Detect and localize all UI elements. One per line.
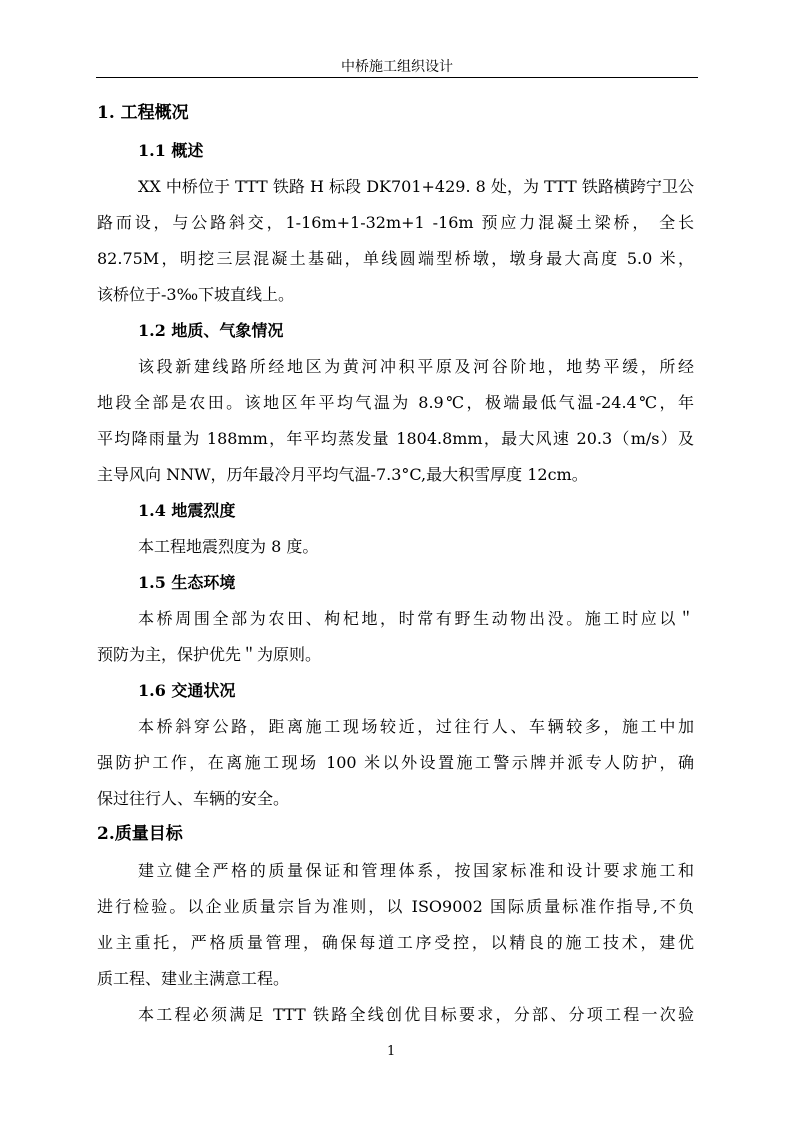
paragraph-line: 主导风向 NNW，历年最冷月平均气温-7.3°C,最大积雪厚度 12cm。 bbox=[97, 465, 588, 484]
paragraph-line: 本工程必须满足 TTT 铁路全线创优目标要求，分部、分项工程一次验 bbox=[138, 1005, 694, 1024]
paragraph-line: 业主重托，严格质量管理，确保每道工序受控，以精良的施工技术，建优 bbox=[97, 933, 694, 952]
section-1-4-heading: 1.4 地震烈度 bbox=[138, 501, 236, 520]
section-1-2-heading: 1.2 地质、气象情况 bbox=[138, 321, 284, 340]
section-1-6-heading: 1.6 交通状况 bbox=[138, 681, 236, 700]
section-1-heading: 1. 工程概况 bbox=[97, 103, 189, 123]
paragraph-line: 建立健全严格的质量保证和管理体系，按国家标准和设计要求施工和 bbox=[138, 861, 694, 880]
header-divider bbox=[96, 77, 698, 78]
paragraph-line: 路而设，与公路斜交，1-16m+1-32m+1 -16m 预应力混凝土梁桥， 全长 bbox=[97, 213, 694, 232]
page-header-title: 中桥施工组织设计 bbox=[341, 59, 453, 75]
paragraph-line: 强防护工作，在离施工现场 100 米以外设置施工警示牌并派专人防护，确 bbox=[97, 753, 694, 772]
paragraph-line: 本工程地震烈度为 8 度。 bbox=[138, 537, 319, 556]
paragraph-line: 地段全部是农田。该地区年平均气温为 8.9℃，极端最低气温-24.4℃，年 bbox=[97, 393, 694, 412]
paragraph-line: 本桥斜穿公路，距离施工现场较近，过往行人、车辆较多，施工中加 bbox=[138, 717, 694, 736]
paragraph-line: XX 中桥位于 TTT 铁路 H 标段 DK701+429. 8 处，为 TTT 铁路横跨宁卫公 bbox=[138, 177, 694, 196]
section-2-heading: 2.质量目标 bbox=[97, 824, 183, 844]
paragraph-line: 质工程、建业主满意工程。 bbox=[97, 969, 290, 988]
paragraph-line: 本桥周围全部为农田、枸杞地，时常有野生动物出没。施工时应以＂ bbox=[138, 609, 694, 628]
section-1-1-heading: 1.1 概述 bbox=[138, 141, 204, 160]
section-1-5-heading: 1.5 生态环境 bbox=[138, 573, 236, 592]
page-number: 1 bbox=[387, 1044, 396, 1059]
paragraph-line: 该段新建线路所经地区为黄河冲积平原及河谷阶地，地势平缓，所经 bbox=[138, 357, 694, 376]
paragraph-line: 该桥位于-3‰下坡直线上。 bbox=[97, 285, 295, 304]
paragraph-line: 82.75M，明挖三层混凝土基础，单线圆端型桥墩，墩身最大高度 5.0 米， bbox=[97, 249, 694, 268]
paragraph-line: 保过往行人、车辆的安全。 bbox=[97, 789, 290, 808]
paragraph-line: 平均降雨量为 188mm，年平均蒸发量 1804.8mm，最大风速 20.3（m/s）及 bbox=[97, 429, 694, 448]
paragraph-line: 进行检验。以企业质量宗旨为准则，以 ISO9002 国际质量标准作指导,不负 bbox=[97, 897, 694, 916]
paragraph-line: 预防为主，保护优先＂为原则。 bbox=[97, 645, 322, 664]
